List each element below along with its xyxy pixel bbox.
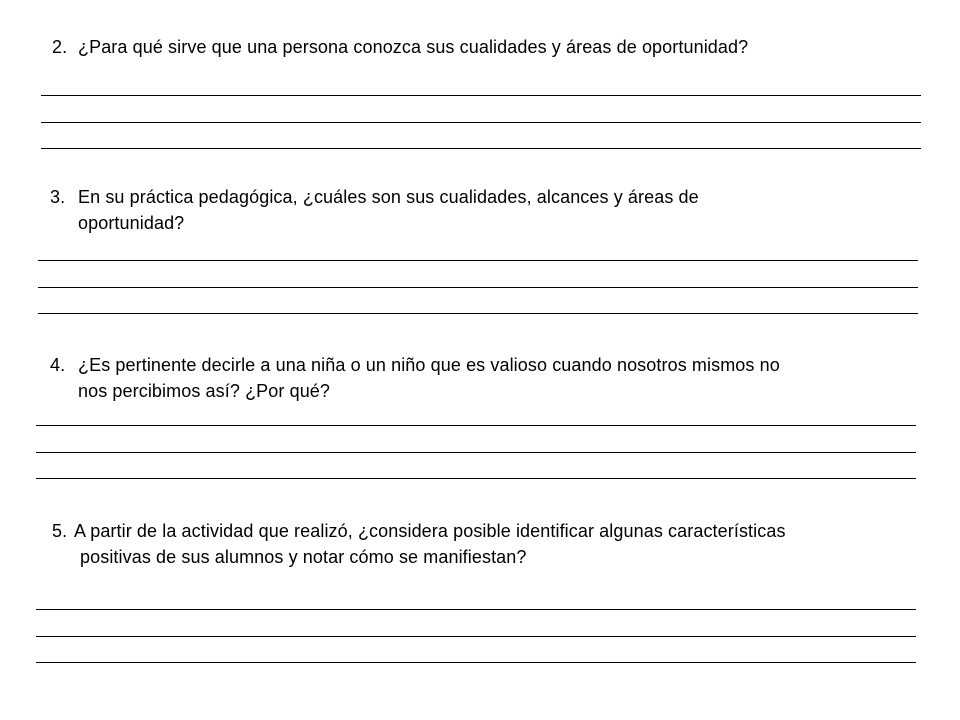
answer-line[interactable] [36, 478, 916, 479]
answer-line[interactable] [38, 260, 918, 261]
question-4-number: 4. [50, 355, 66, 375]
question-5 [52, 518, 786, 570]
question-3-text-line2: oportunidad? [78, 213, 185, 233]
answer-line[interactable] [36, 609, 916, 610]
question-2-text: ¿Para qué sirve que una persona conozca sus cualidades y áreas de oportunidad? [78, 37, 749, 57]
answer-line[interactable] [36, 662, 916, 663]
answer-line[interactable] [41, 95, 921, 96]
question-4-text-line1: ¿Es pertinente decirle a una niña o un niño que es valioso cuando nosotros mismos no [78, 355, 780, 375]
answer-line[interactable] [36, 636, 916, 637]
question-2-number: 2. [52, 37, 68, 57]
question-4 [50, 352, 780, 404]
question-3 [50, 184, 699, 236]
answer-line[interactable] [41, 122, 921, 123]
answer-line[interactable] [41, 148, 921, 149]
question-5-number: 5. [52, 521, 68, 541]
answer-line[interactable] [36, 452, 916, 453]
answer-line[interactable] [38, 287, 918, 288]
question-5-text-line2: positivas de sus alumnos y notar cómo se manifiestan? [80, 547, 527, 567]
question-2 [52, 34, 748, 60]
question-3-number: 3. [50, 187, 66, 207]
answer-line[interactable] [36, 425, 916, 426]
question-3-text-line1: En su práctica pedagógica, ¿cuáles son sus cualidades, alcances y áreas de [78, 187, 699, 207]
answer-line[interactable] [38, 313, 918, 314]
question-5-text-line1: A partir de la actividad que realizó, ¿considera posible identificar algunas características [74, 521, 786, 541]
question-4-text-line2: nos percibimos así? ¿Por qué? [78, 381, 331, 401]
